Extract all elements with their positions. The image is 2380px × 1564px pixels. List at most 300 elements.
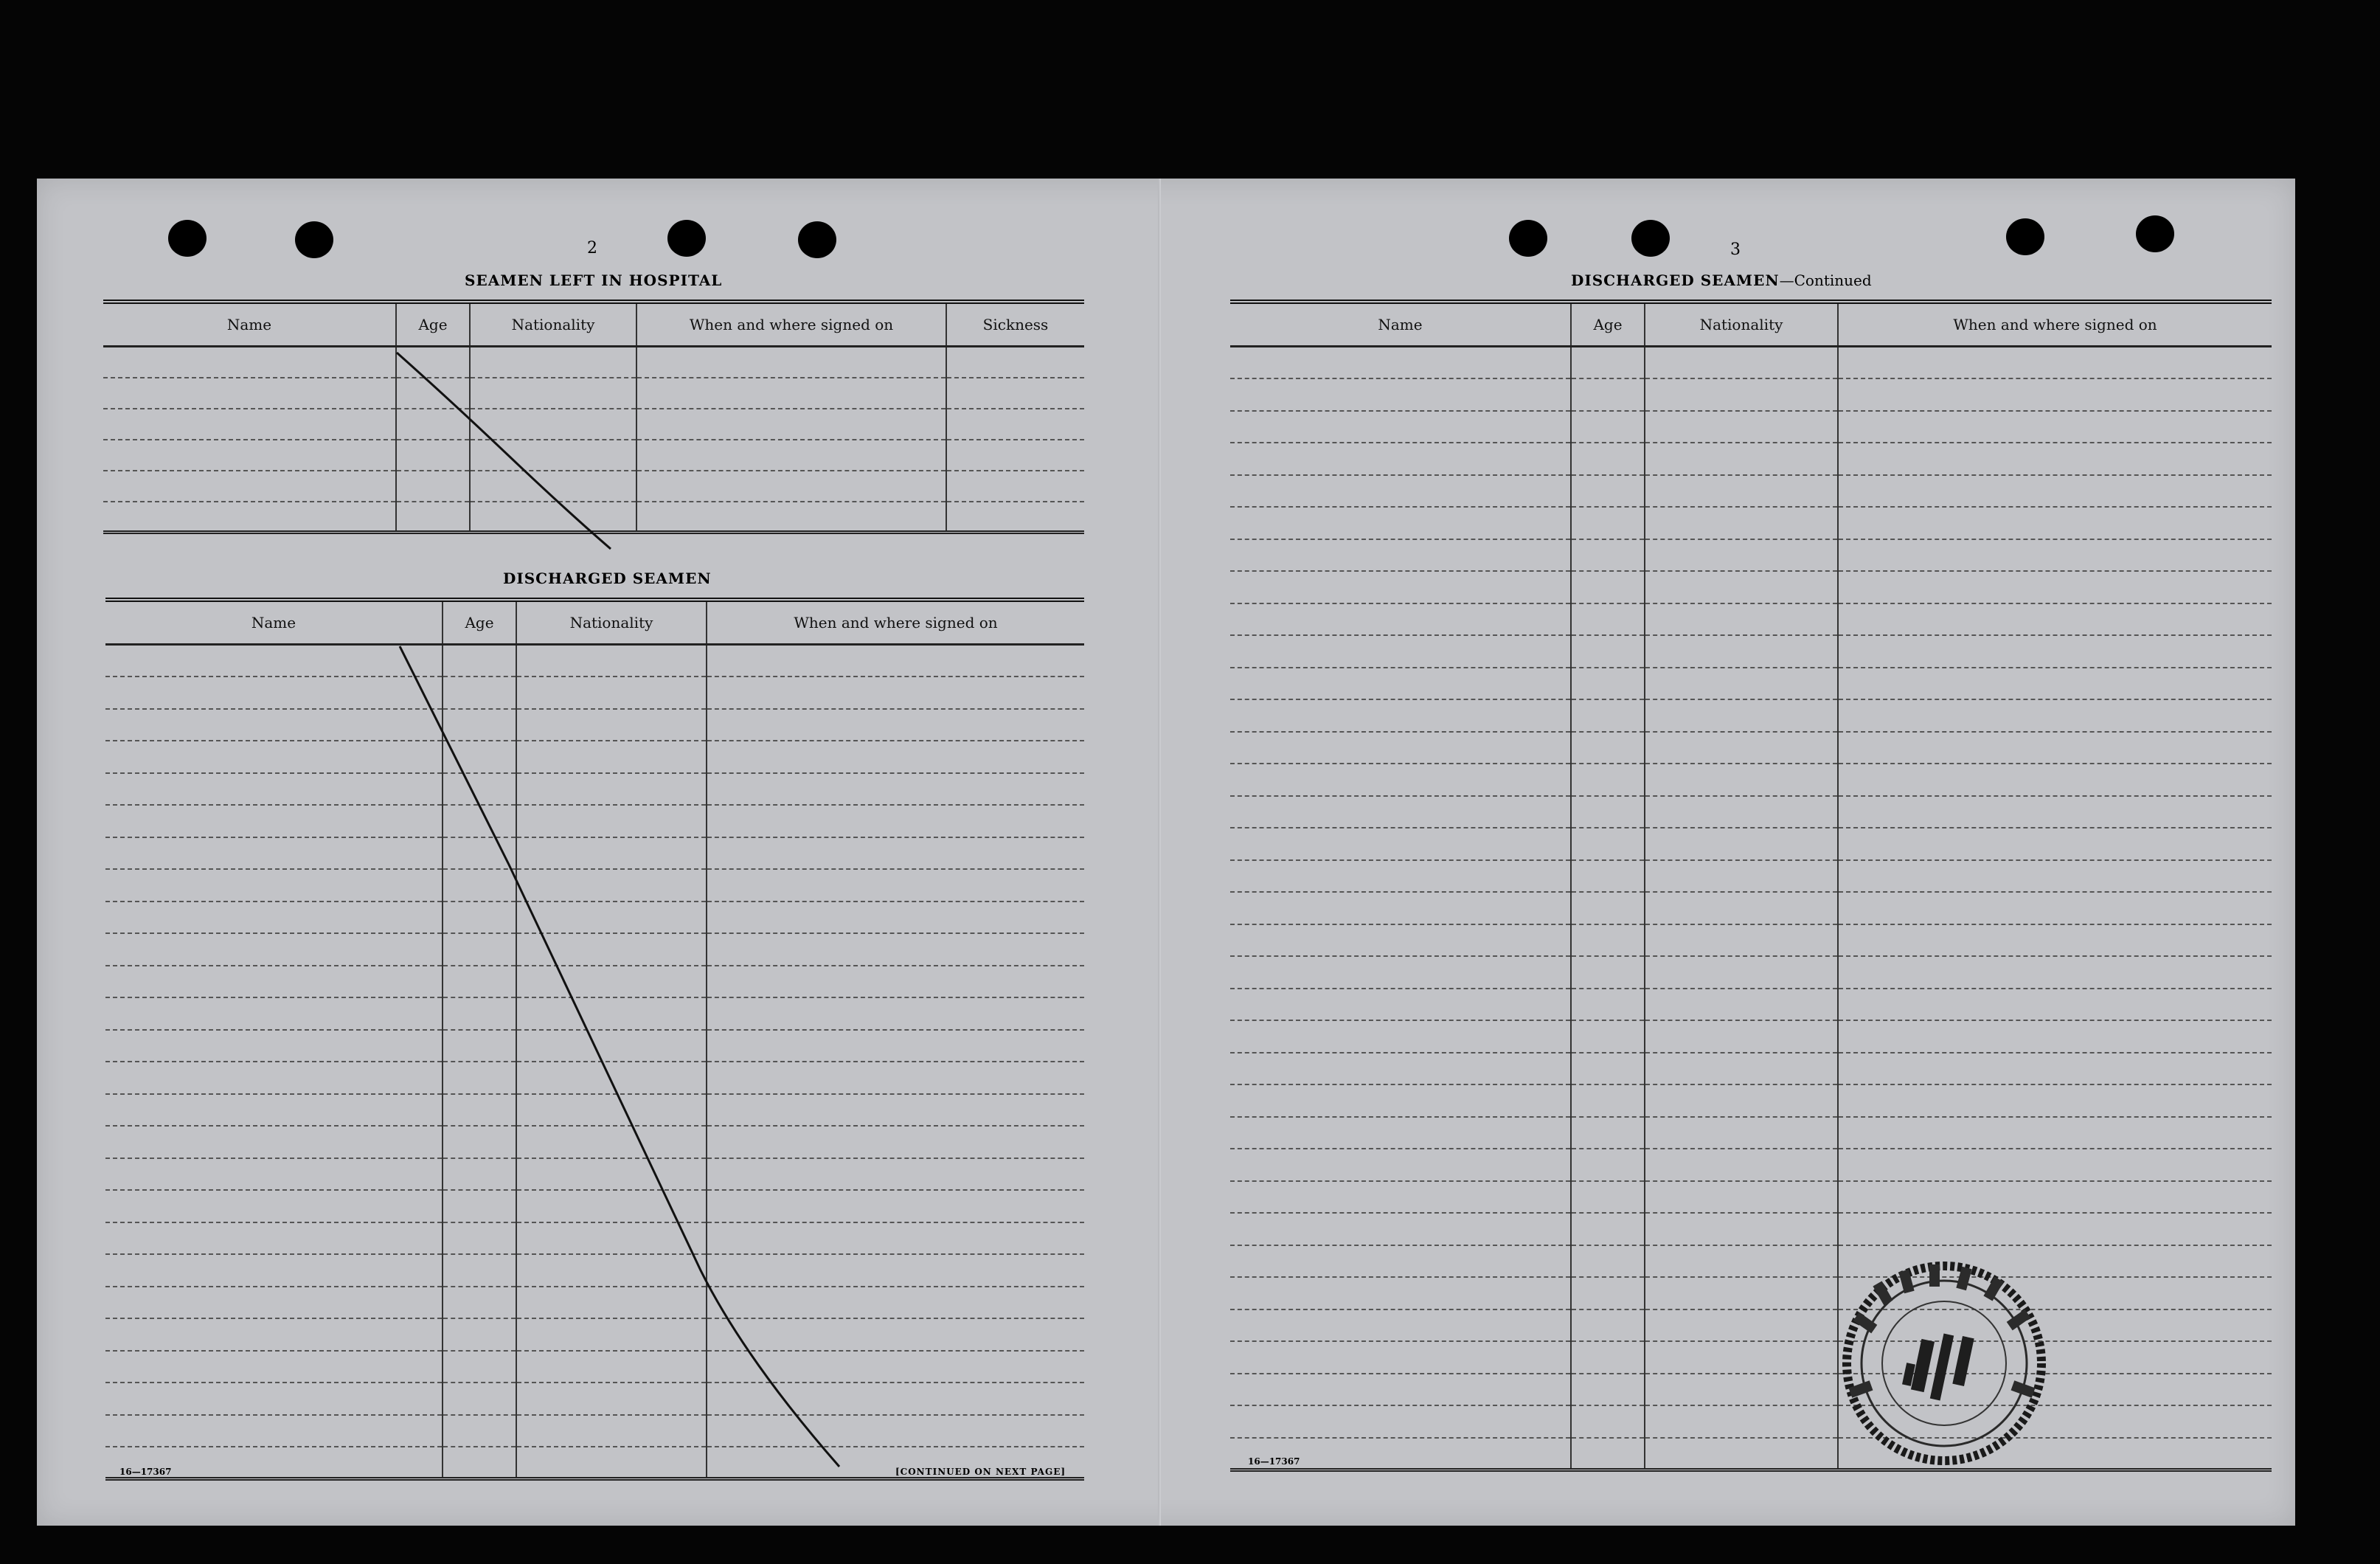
hospital-table	[103, 300, 1084, 534]
ledger-cell	[1230, 1245, 1571, 1278]
ledger-cell	[1645, 732, 1838, 764]
ledger-cell	[443, 1126, 516, 1158]
ledger-cell	[1230, 1181, 1571, 1214]
ink-stamp	[1833, 1253, 2055, 1474]
ledger-cell	[1230, 507, 1571, 539]
discharged-table	[105, 598, 1084, 1481]
ledger-row	[105, 1254, 1084, 1287]
ledger-cell	[707, 645, 1084, 677]
ledger-cell	[443, 1190, 516, 1222]
ledger-cell	[707, 902, 1084, 934]
ledger-cell	[1571, 796, 1645, 828]
ledger-cell	[105, 1318, 443, 1351]
ledger-cell	[1645, 603, 1838, 636]
ledger-cell	[1230, 378, 1571, 411]
ledger-cell	[105, 741, 443, 773]
ledger-cell	[1230, 475, 1571, 508]
col-header-sickness: Sickness	[946, 302, 1084, 347]
discharged-section-title: DISCHARGED SEAMEN	[503, 570, 712, 587]
ledger-cell	[396, 378, 470, 409]
ledger-cell	[105, 1158, 443, 1191]
page-number-left: 2	[587, 239, 597, 257]
ledger-cell	[1645, 475, 1838, 508]
ledger-cell	[105, 997, 443, 1030]
ledger-cell	[516, 869, 707, 902]
col-header-age: Age	[1571, 302, 1645, 347]
ledger-cell	[1838, 378, 2272, 411]
ledger-cell	[470, 471, 636, 502]
ledger-cell	[443, 805, 516, 837]
ledger-cell	[636, 502, 946, 533]
ledger-cell	[1645, 1405, 1838, 1438]
ledger-cell	[516, 1287, 707, 1319]
ledger-cell	[516, 1318, 707, 1351]
ledger-row	[1230, 924, 2272, 957]
ledger-row	[105, 1030, 1084, 1062]
ledger-cell	[1571, 411, 1645, 443]
ledger-cell	[516, 1415, 707, 1447]
ledger-cell	[516, 933, 707, 966]
ledger-cell	[1645, 1438, 1838, 1470]
ledger-cell	[516, 1222, 707, 1255]
ledger-cell	[1571, 635, 1645, 668]
ledger-row	[105, 837, 1084, 870]
ledger-row	[1230, 635, 2272, 668]
ledger-cell	[707, 1030, 1084, 1062]
ledger-cell	[396, 347, 470, 378]
ledger-cell	[1838, 1181, 2272, 1214]
ledger-cell	[1230, 1341, 1571, 1374]
ledger-cell	[470, 440, 636, 471]
punch-hole	[295, 221, 333, 258]
ledger-cell	[443, 1062, 516, 1094]
ledger-cell	[443, 966, 516, 998]
ledger-cell	[1571, 924, 1645, 957]
ledger-cell	[1230, 892, 1571, 924]
punch-hole	[2136, 215, 2174, 252]
ledger-cell	[516, 966, 707, 998]
col-header-nationality: Nationality	[516, 600, 707, 645]
ledger-row	[105, 997, 1084, 1030]
ledger-cell	[946, 440, 1084, 471]
ledger-row	[1230, 1277, 2272, 1309]
ledger-row	[103, 347, 1084, 378]
ledger-row	[105, 773, 1084, 806]
ledger-cell	[707, 1126, 1084, 1158]
ledger-cell	[707, 837, 1084, 870]
ledger-cell	[103, 409, 396, 440]
ledger-cell	[1571, 1277, 1645, 1309]
ledger-cell	[1230, 764, 1571, 796]
ledger-cell	[707, 1190, 1084, 1222]
ledger-cell	[443, 1094, 516, 1127]
col-header-nationality: Nationality	[1645, 302, 1838, 347]
document-sheet	[37, 179, 2295, 1526]
ledger-row	[1230, 571, 2272, 603]
punch-hole	[168, 220, 207, 257]
ledger-row	[105, 1094, 1084, 1127]
ledger-cell	[707, 869, 1084, 902]
ledger-row	[105, 1222, 1084, 1255]
ledger-cell	[1571, 1309, 1645, 1342]
ledger-cell	[1838, 989, 2272, 1021]
ledger-cell	[1838, 1020, 2272, 1053]
ledger-cell	[1645, 1309, 1838, 1342]
ledger-row	[105, 741, 1084, 773]
ledger-row	[105, 1126, 1084, 1158]
punch-hole	[1631, 220, 1670, 257]
ledger-cell	[105, 1351, 443, 1383]
ledger-cell	[1838, 635, 2272, 668]
ledger-row	[1230, 1117, 2272, 1149]
ledger-cell	[1838, 668, 2272, 700]
ledger-cell	[1838, 507, 2272, 539]
ledger-row	[105, 677, 1084, 709]
ledger-row	[1230, 892, 2272, 924]
ledger-cell	[1645, 1181, 1838, 1214]
ledger-cell	[1645, 699, 1838, 732]
ledger-cell	[1571, 378, 1645, 411]
ledger-cell	[105, 677, 443, 709]
ledger-row	[1230, 443, 2272, 475]
ledger-cell	[1230, 796, 1571, 828]
ledger-cell	[707, 741, 1084, 773]
ledger-cell	[443, 1222, 516, 1255]
ledger-cell	[470, 502, 636, 533]
ledger-cell	[1571, 828, 1645, 860]
ledger-cell	[1230, 347, 1571, 379]
ledger-cell	[1645, 1084, 1838, 1117]
ledger-cell	[105, 1383, 443, 1415]
ledger-cell	[1838, 796, 2272, 828]
ledger-cell	[1571, 956, 1645, 989]
ledger-cell	[1230, 1405, 1571, 1438]
ledger-row	[105, 1351, 1084, 1383]
ledger-row	[105, 1287, 1084, 1319]
ledger-cell	[516, 1447, 707, 1479]
ledger-cell	[1571, 1181, 1645, 1214]
ledger-cell	[1230, 828, 1571, 860]
ledger-cell	[443, 645, 516, 677]
ledger-cell	[1838, 860, 2272, 893]
ledger-row	[1230, 1053, 2272, 1085]
ledger-cell	[1645, 378, 1838, 411]
ledger-cell	[1838, 828, 2272, 860]
ledger-cell	[1571, 1438, 1645, 1470]
ledger-row	[103, 471, 1084, 502]
col-header-signed-on: When and where signed on	[1838, 302, 2272, 347]
punch-hole	[1509, 220, 1547, 257]
ledger-cell	[1571, 764, 1645, 796]
ledger-cell	[946, 378, 1084, 409]
col-header-nationality: Nationality	[470, 302, 636, 347]
ledger-row	[105, 645, 1084, 677]
continued-note: [CONTINUED ON NEXT PAGE]	[895, 1467, 1066, 1477]
col-header-signed-on: When and where signed on	[707, 600, 1084, 645]
ledger-cell	[516, 1351, 707, 1383]
ledger-cell	[1571, 571, 1645, 603]
ledger-cell	[636, 409, 946, 440]
ledger-cell	[1645, 1117, 1838, 1149]
ledger-row	[1230, 668, 2272, 700]
ledger-cell	[1838, 1117, 2272, 1149]
ledger-cell	[105, 1030, 443, 1062]
ledger-cell	[105, 1190, 443, 1222]
ledger-cell	[1230, 1277, 1571, 1309]
ledger-row	[1230, 1149, 2272, 1181]
discharged-continued-title	[1571, 271, 1872, 289]
ledger-cell	[1645, 796, 1838, 828]
ledger-row	[105, 902, 1084, 934]
ledger-cell	[946, 502, 1084, 533]
ledger-cell	[516, 677, 707, 709]
ledger-cell	[1838, 956, 2272, 989]
ledger-cell	[707, 1318, 1084, 1351]
ledger-cell	[1838, 1053, 2272, 1085]
form-number-left: 16—17367	[119, 1467, 172, 1477]
ledger-row	[1230, 860, 2272, 893]
ledger-cell	[1571, 668, 1645, 700]
ledger-cell	[105, 645, 443, 677]
ledger-cell	[946, 409, 1084, 440]
ledger-cell	[1571, 860, 1645, 893]
ledger-row	[1230, 1181, 2272, 1214]
ledger-row	[103, 378, 1084, 409]
ledger-row	[1230, 989, 2272, 1021]
ledger-row	[1230, 378, 2272, 411]
ledger-cell	[105, 869, 443, 902]
ledger-cell	[443, 997, 516, 1030]
ledger-cell	[1230, 924, 1571, 957]
ledger-cell	[1645, 764, 1838, 796]
ledger-cell	[443, 773, 516, 806]
ledger-cell	[1230, 1020, 1571, 1053]
ledger-cell	[470, 409, 636, 440]
ledger-cell	[707, 966, 1084, 998]
ledger-cell	[470, 378, 636, 409]
ledger-cell	[1838, 924, 2272, 957]
discharged-continued-table	[1230, 300, 2272, 1472]
ledger-cell	[1645, 828, 1838, 860]
ledger-cell	[105, 933, 443, 966]
ledger-cell	[1571, 475, 1645, 508]
ledger-cell	[1571, 603, 1645, 636]
ledger-cell	[707, 933, 1084, 966]
ledger-cell	[1838, 699, 2272, 732]
ledger-row	[105, 1190, 1084, 1222]
ledger-cell	[707, 677, 1084, 709]
ledger-cell	[516, 997, 707, 1030]
ledger-cell	[516, 645, 707, 677]
ledger-row	[105, 869, 1084, 902]
ledger-cell	[1645, 860, 1838, 893]
ledger-cell	[1645, 1213, 1838, 1245]
ledger-row	[1230, 539, 2272, 572]
ledger-cell	[1645, 892, 1838, 924]
ledger-cell	[946, 347, 1084, 378]
ledger-cell	[105, 1222, 443, 1255]
ledger-cell	[1230, 732, 1571, 764]
ledger-cell	[396, 471, 470, 502]
ledger-row	[1230, 1020, 2272, 1053]
ledger-cell	[1645, 1149, 1838, 1181]
ledger-cell	[103, 471, 396, 502]
ledger-cell	[1230, 1084, 1571, 1117]
ledger-cell	[1571, 1341, 1645, 1374]
ledger-cell	[707, 1415, 1084, 1447]
ledger-cell	[1838, 443, 2272, 475]
ledger-cell	[443, 1287, 516, 1319]
page-fold	[1158, 179, 1161, 1526]
ledger-cell	[443, 1318, 516, 1351]
punch-hole	[2006, 218, 2044, 255]
ledger-cell	[1571, 1053, 1645, 1085]
ledger-cell	[1645, 443, 1838, 475]
ledger-cell	[1838, 347, 2272, 379]
ledger-cell	[1838, 571, 2272, 603]
ledger-cell	[443, 1030, 516, 1062]
ledger-cell	[1230, 1374, 1571, 1406]
ledger-row	[105, 1383, 1084, 1415]
ledger-cell	[707, 773, 1084, 806]
ledger-cell	[1571, 732, 1645, 764]
ledger-row	[1230, 1374, 2272, 1406]
ledger-cell	[1838, 539, 2272, 572]
ledger-cell	[516, 1094, 707, 1127]
ledger-cell	[636, 347, 946, 378]
ledger-row	[105, 1062, 1084, 1094]
ledger-row	[1230, 507, 2272, 539]
hospital-table-body	[103, 347, 1084, 533]
ledger-cell	[105, 1126, 443, 1158]
ledger-cell	[1645, 956, 1838, 989]
ledger-cell	[103, 378, 396, 409]
ledger-cell	[1230, 668, 1571, 700]
ledger-cell	[443, 1447, 516, 1479]
ledger-cell	[1230, 603, 1571, 636]
ledger-cell	[1838, 1149, 2272, 1181]
ledger-cell	[443, 1158, 516, 1191]
ledger-cell	[516, 1126, 707, 1158]
ledger-cell	[1645, 668, 1838, 700]
ledger-cell	[1230, 989, 1571, 1021]
ledger-cell	[1838, 732, 2272, 764]
ledger-cell	[516, 773, 707, 806]
ledger-cell	[516, 902, 707, 934]
ledger-cell	[1571, 1213, 1645, 1245]
punch-hole	[667, 220, 706, 257]
ledger-cell	[707, 1062, 1084, 1094]
ledger-cell	[105, 902, 443, 934]
ledger-row	[105, 1158, 1084, 1191]
ledger-cell	[1645, 1374, 1838, 1406]
ledger-cell	[443, 1254, 516, 1287]
ledger-cell	[105, 805, 443, 837]
ledger-cell	[1230, 571, 1571, 603]
ledger-cell	[105, 1254, 443, 1287]
ledger-cell	[1230, 539, 1571, 572]
ledger-cell	[103, 347, 396, 378]
continued-suffix: —Continued	[1779, 271, 1872, 289]
col-header-age: Age	[396, 302, 470, 347]
ledger-cell	[105, 837, 443, 870]
ledger-cell	[516, 1030, 707, 1062]
discharged-continued-table-body	[1230, 347, 2272, 1470]
ledger-cell	[1645, 539, 1838, 572]
ledger-cell	[1838, 475, 2272, 508]
ledger-cell	[516, 837, 707, 870]
ledger-cell	[443, 933, 516, 966]
ledger-row	[105, 709, 1084, 741]
ledger-cell	[443, 1415, 516, 1447]
ledger-cell	[1571, 347, 1645, 379]
ledger-row	[105, 933, 1084, 966]
ledger-cell	[707, 1287, 1084, 1319]
ledger-cell	[1230, 1309, 1571, 1342]
ledger-cell	[1230, 1053, 1571, 1085]
ledger-cell	[1645, 1277, 1838, 1309]
ledger-cell	[516, 1190, 707, 1222]
ledger-cell	[516, 1062, 707, 1094]
ledger-row	[1230, 732, 2272, 764]
ledger-cell	[1645, 635, 1838, 668]
ledger-cell	[105, 1287, 443, 1319]
ledger-cell	[443, 1351, 516, 1383]
ledger-cell	[1571, 1374, 1645, 1406]
ledger-row	[103, 440, 1084, 471]
ledger-row	[103, 409, 1084, 440]
ledger-cell	[396, 409, 470, 440]
ledger-cell	[1645, 571, 1838, 603]
ledger-cell	[1230, 1117, 1571, 1149]
ledger-cell	[1838, 764, 2272, 796]
ledger-cell	[1571, 1149, 1645, 1181]
ledger-cell	[443, 1383, 516, 1415]
ledger-row	[1230, 1213, 2272, 1245]
ledger-cell	[1645, 1020, 1838, 1053]
ledger-cell	[1571, 699, 1645, 732]
ledger-cell	[707, 997, 1084, 1030]
ledger-row	[1230, 956, 2272, 989]
ledger-row	[1230, 411, 2272, 443]
ledger-cell	[1838, 1084, 2272, 1117]
ledger-row	[103, 502, 1084, 533]
ledger-cell	[443, 677, 516, 709]
ledger-cell	[636, 378, 946, 409]
ledger-cell	[1645, 507, 1838, 539]
ledger-row	[1230, 1341, 2272, 1374]
ledger-cell	[103, 440, 396, 471]
ledger-cell	[105, 773, 443, 806]
ledger-row	[105, 1415, 1084, 1447]
ledger-cell	[1571, 1020, 1645, 1053]
discharged-continued-label: DISCHARGED SEAMEN	[1571, 271, 1780, 289]
ledger-cell	[443, 741, 516, 773]
ledger-cell	[1571, 443, 1645, 475]
ledger-cell	[1571, 539, 1645, 572]
ledger-cell	[105, 966, 443, 998]
ledger-cell	[516, 1254, 707, 1287]
ledger-cell	[1645, 1341, 1838, 1374]
ledger-cell	[707, 1094, 1084, 1127]
ledger-cell	[1571, 1405, 1645, 1438]
punch-hole	[798, 221, 836, 258]
ledger-cell	[1230, 411, 1571, 443]
discharged-table-body	[105, 645, 1084, 1479]
ledger-cell	[707, 709, 1084, 741]
ledger-cell	[1645, 1053, 1838, 1085]
ledger-cell	[1571, 1084, 1645, 1117]
